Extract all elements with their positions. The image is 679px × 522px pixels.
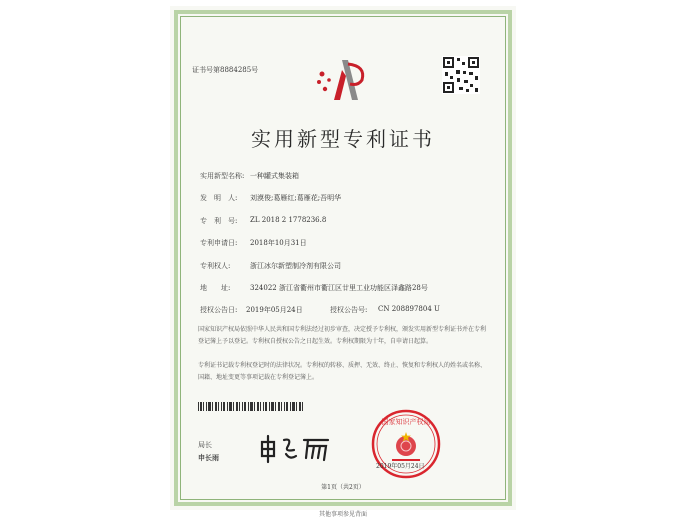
field-value-inventors: 刘漠俊;葛雁红;葛雁花;吾明华 bbox=[250, 194, 342, 202]
grant-date-value: 2019年05月24日 bbox=[246, 306, 303, 314]
field-label-patent-number: 专 利 号: bbox=[200, 217, 238, 225]
page-footer: 第1页（共2页） bbox=[321, 484, 365, 491]
director-title: 局长 bbox=[198, 441, 212, 449]
legal-status-paragraph: 专利证书记载专利权登记时的法律状况。专利权的转移、质押、无效、终止、恢复和专利权人的姓名或名称、国籍、地址变更等事项记载在专利登记簿上。 bbox=[198, 362, 487, 381]
field-label-inventors: 发 明 人: bbox=[200, 194, 238, 202]
grant-number-value: CN 208897804 U bbox=[378, 305, 440, 313]
field-value-application-date: 2018年10月31日 bbox=[250, 239, 307, 247]
cnipa-logo-icon bbox=[312, 56, 376, 108]
barcode-icon bbox=[198, 402, 303, 411]
field-value-patent-number: ZL 2018 2 1778236.8 bbox=[250, 216, 327, 224]
certificate-title: 实用新型专利证书 bbox=[251, 127, 435, 151]
director-signature-icon bbox=[256, 432, 336, 464]
seal-text: 国家知识产权局 bbox=[381, 418, 431, 426]
grant-number-label: 授权公告号: bbox=[330, 306, 368, 314]
grant-statement-paragraph: 国家知识产权局依照中华人民共和国专利法经过初步审查，决定授予专利权，颁发实用新型专利证书并在专利登记簿上予以登记。专利权自授权公告之日起生效。专利权期限为十年，自申请日起算。 bbox=[198, 326, 487, 345]
director-name: 申长雨 bbox=[198, 453, 219, 462]
certificate-number: 证书号第8884285号 bbox=[192, 66, 259, 74]
seal-date: 2019年05月24日 bbox=[376, 463, 425, 470]
field-label-application-date: 专利申请日: bbox=[200, 239, 238, 247]
patent-certificate bbox=[170, 6, 516, 510]
field-label-utility-name: 实用新型名称: bbox=[200, 172, 245, 180]
field-label-address: 地 址: bbox=[200, 284, 231, 292]
field-label-patentee: 专利权人: bbox=[200, 262, 231, 270]
back-note: 其他事项参见背面 bbox=[318, 511, 367, 518]
field-value-patentee: 浙江冰尔新塑制冷剂有限公司 bbox=[250, 262, 341, 270]
field-value-address: 324022 浙江省衢州市衢江区廿里工业功能区泽鑫路28号 bbox=[250, 284, 428, 292]
grant-date-label: 授权公告日: bbox=[200, 306, 238, 314]
qr-code-icon bbox=[442, 56, 480, 94]
field-value-utility-name: 一种罐式集装箱 bbox=[250, 172, 299, 180]
